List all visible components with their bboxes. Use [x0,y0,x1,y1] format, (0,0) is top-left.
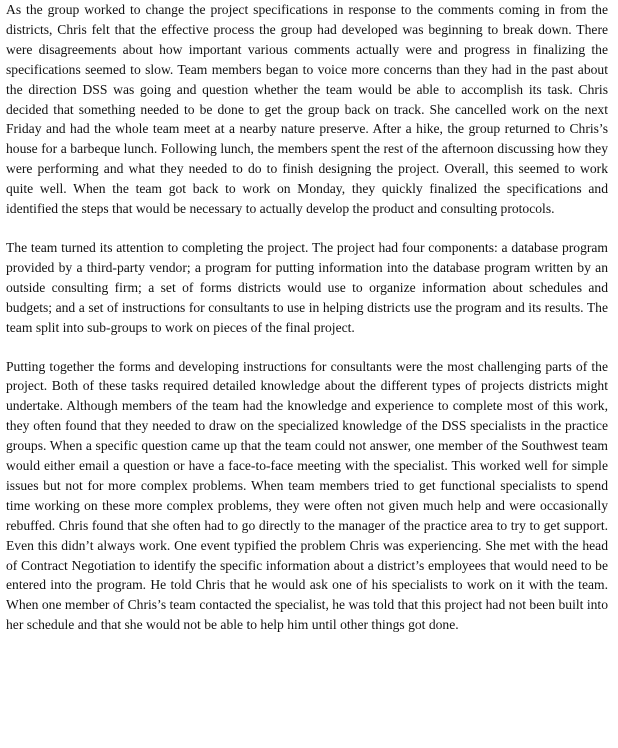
paragraph-team-retreat: As the group worked to change the project specifications in response to the comments coming in from the districts, Chris felt that the effective process the group had developed was beginning to break down. There were disagreements about how important various comments actually were and progress in finalizing the specifications seemed to slow. Team members began to voice more concerns than they had in the past about the direction DSS was going and question whether the team would be able to accomplish its task. Chris decided that something needed to be done to get the group back on track. She cancelled work on the next Friday and had the whole team meet at a nearby nature preserve. After a hike, the group returned to Chris’s house for a barbeque lunch. Following lunch, the members spent the rest of the afternoon discussing how they were performing and what they needed to do to finish designing the project. Overall, this seemed to work quite well. When the team got back to work on Monday, they quickly finalized the specifications and identified the steps that would be necessary to actually develop the product and consulting protocols. [6,2,608,217]
paragraph-project-components: The team turned its attention to completing the project. The project had four components: a database program provided by a third-party vendor; a program for putting information into the database program written by an outside consulting firm; a set of forms districts would use to organize information about schedules and budgets; and a set of instructions for consultants to use in helping districts use the program and its results. The team split into sub-groups to work on pieces of the final project. [6,239,608,335]
paragraph-specialist-challenges: Putting together the forms and developing instructions for consultants were the most challenging parts of the project. Both of these tasks required detailed knowledge about the different types of projects districts might undertake. Although members of the team had the knowledge and experience to complete most of this work, they often found that they needed to draw on the specialized knowledge of the DSS specialists in the practice groups. When a specific question came up that the team could not answer, one member of the Southwest team would either email a question or have a face-to-face meeting with the specialist. This worked well for simple issues but not for more complex problems. When team members tried to get functional specialists to spend time working on these more complex problems, they were often not given much help and were occasionally rebuffed. Chris found that she often had to go directly to the manager of the practice area to try to get support. Even this didn’t always work. One event typified the problem Chris was experiencing. She met with the head of Contract Negotiation to identify the specific information about a district’s employees that would need to be entered into the program. He told Chris that he would ask one of his specialists to work on it with the team. When one member of Chris’s team contacted the specialist, he was told that this project had not been built into her schedule and that she would not be able to help him until other things got done. [6,358,608,633]
document-page [6,0,608,635]
